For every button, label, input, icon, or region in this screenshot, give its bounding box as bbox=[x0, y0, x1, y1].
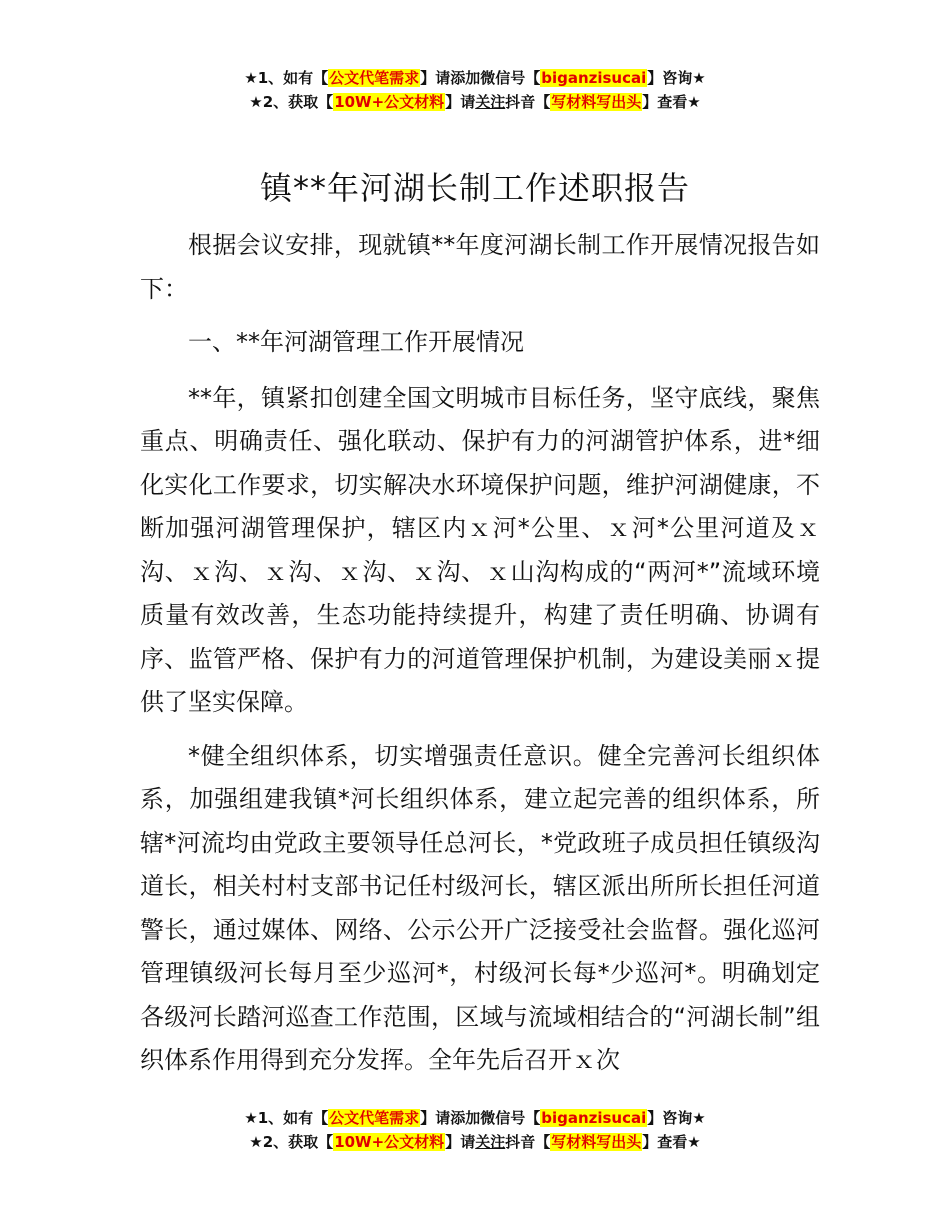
document-body bbox=[140, 224, 820, 1093]
banner-text: 】咨询★ bbox=[647, 1109, 706, 1127]
banner-text: 抖音【 bbox=[505, 93, 551, 111]
banner-text: ★2、获取【 bbox=[249, 1133, 334, 1151]
banner-line-2 bbox=[0, 90, 950, 114]
banner-text: 】请 bbox=[445, 93, 476, 111]
banner-underline: 关注 bbox=[475, 93, 506, 111]
banner-text: ★2、获取【 bbox=[249, 93, 334, 111]
header-banner bbox=[0, 66, 950, 114]
document-title: 镇**年河湖长制工作述职报告 bbox=[259, 169, 690, 207]
footer-banner bbox=[0, 1106, 950, 1154]
banner-line-1 bbox=[0, 1106, 950, 1130]
banner-line-2 bbox=[0, 1130, 950, 1154]
paragraph-organization: *健全组织体系，切实增强责任意识。健全完善河长组织体系，加强组建我镇*河长组织体系，建立起完善的组织体系，所辖*河流均由党政主要领导任总河长，*党政班子成员担任镇级沟道长，相关村村支部书记任村级河长，辖区派出所所长担任河道警长，通过媒体、网络、公示公开广泛接受社会监督。强化巡河管理镇级河长每月至少巡河*，村级河长每*少巡河*。明确划定各级河长踏河巡查工作范围，区域与流域相结合的“河湖长制”组织体系作用得到充分发挥。全年先后召开ｘ次 bbox=[140, 741, 820, 1074]
paragraph-overview: **年，镇紧扣创建全国文明城市目标任务，坚守底线，聚焦重点、明确责任、强化联动、保护有力的河湖管护体系，进*细化实化工作要求，切实解决水环境保护问题，维护河湖健康，不断加强河湖管理保护，辖区内ｘ河*公里、ｘ河*公里河道及ｘ沟、ｘ沟、ｘ沟、ｘ沟、ｘ沟、ｘ山沟构成的“两河*”流域环境质量有效改善，生态功能持续提升，构建了责任明确、协调有序、监管严格、保护有力的河道管理保护机制，为建设美丽ｘ提供了坚实保障。 bbox=[140, 383, 820, 716]
banner-text: 】查看★ bbox=[642, 1133, 701, 1151]
paragraph-intro: 根据会议安排，现就镇**年度河湖长制工作开展情况报告如下： bbox=[140, 231, 820, 303]
section-heading: 一、**年河湖管理工作开展情况 bbox=[188, 328, 524, 356]
banner-underline: 关注 bbox=[475, 1133, 506, 1151]
banner-highlight: 10W+公文材料 bbox=[334, 93, 445, 111]
banner-highlight: biganzisucai bbox=[541, 1109, 647, 1127]
banner-text: 】请添加微信号【 bbox=[420, 69, 541, 87]
banner-line-1 bbox=[0, 66, 950, 90]
banner-text: 】查看★ bbox=[642, 93, 701, 111]
banner-highlight: 公文代笔需求 bbox=[329, 1109, 420, 1127]
banner-text: 抖音【 bbox=[505, 1133, 551, 1151]
banner-text: 】咨询★ bbox=[647, 69, 706, 87]
banner-highlight: 10W+公文材料 bbox=[334, 1133, 445, 1151]
banner-highlight: 写材料写出头 bbox=[551, 93, 642, 111]
banner-highlight: biganzisucai bbox=[541, 69, 647, 87]
banner-highlight: 公文代笔需求 bbox=[329, 69, 420, 87]
banner-text: 】请 bbox=[445, 1133, 476, 1151]
banner-highlight: 写材料写出头 bbox=[551, 1133, 642, 1151]
banner-text: 】请添加微信号【 bbox=[420, 1109, 541, 1127]
banner-text: ★1、如有【 bbox=[244, 1109, 329, 1127]
banner-text: ★1、如有【 bbox=[244, 69, 329, 87]
